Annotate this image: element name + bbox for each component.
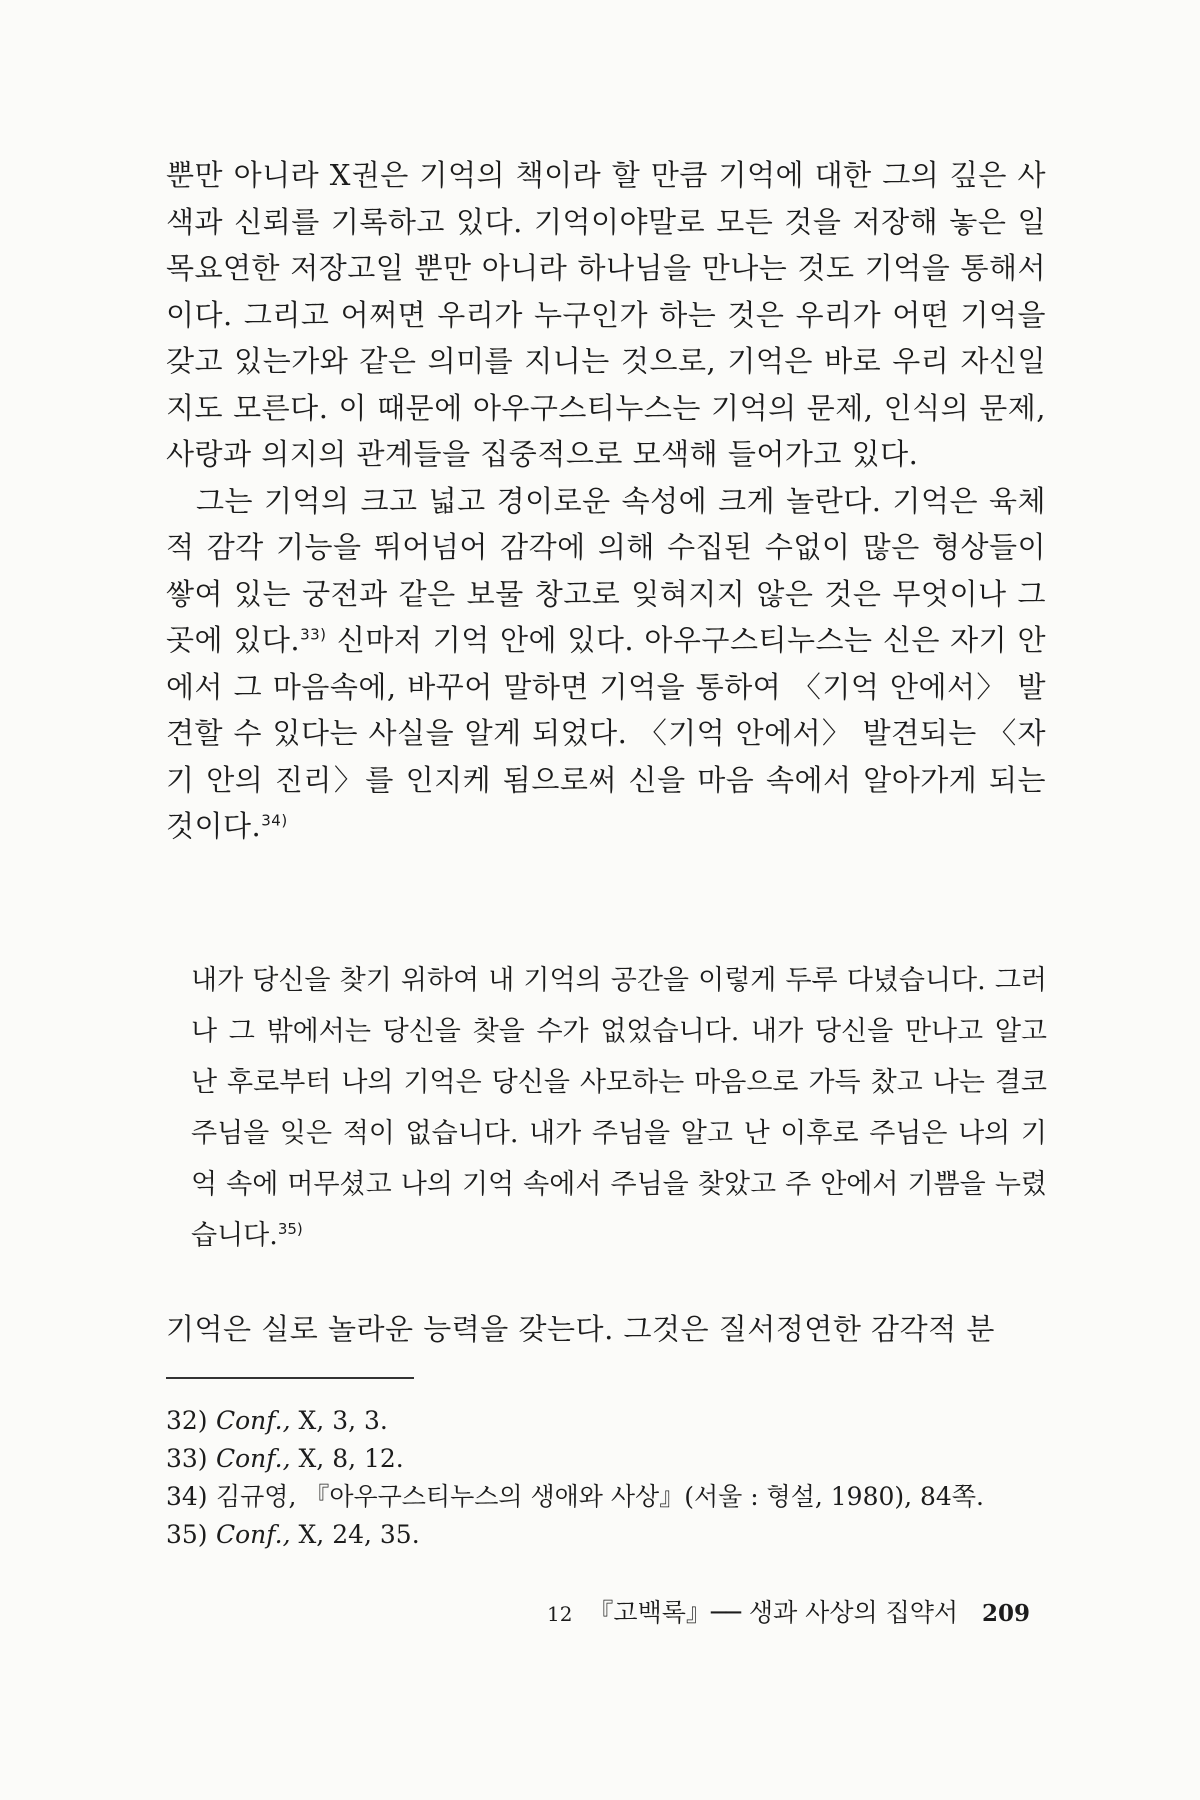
- footnote-ref-text: Ⅹ, 3, 3.: [298, 1406, 388, 1435]
- chapter-number: 12: [547, 1602, 573, 1626]
- footnote-number: 35): [166, 1520, 208, 1549]
- paragraph-text: 뿐만 아니라 Ⅹ권은 기억의 책이라 할 만큼 기억에 대한 그의 깊은 사색과 신뢰를 기록하고 있다. 기억이야말로 모든 것을 저장해 놓은 일목요연한 저장고일 뿐만 아니라 하나님을 만나는 것도 기억을 통해서이다. 그리고 어쩌면 우리가 누구인가 하는 것은 우리가 어떤 기억을 갖고 있는가와 같은 의미를 지니는 것으로, 기억은 바로 우리 자신일지도 모른다. 이 때문에 아우구스티누스는 기억의 문제, 인식의 문제, 사랑과 의지의 관계들을 집중적으로 모색해 들어가고 있다.: [166, 158, 1046, 471]
- chapter-title: 『고백록』── 생과 사상의 집약서: [588, 1598, 959, 1627]
- footnote-work: Conf.,: [216, 1520, 291, 1549]
- paragraph-text: 그는 기억의 크고 넓고 경이로운 속성에 크게 놀란다. 기억은 육체적 감각 기능을 뛰어넘어 감각에 의해 수집된 수없이 많은 형상들이 쌓여 있는 궁전과 같은 보물 창고로 잊혀지지 않은 것은 무엇이나 그곳에 있다.: [166, 483, 1046, 657]
- running-footer: [547, 1598, 1030, 1629]
- footnote-ref-text: 김규영, 『아우구스티누스의 생애와 사상』(서울 : 형설, 1980), 84쪽.: [216, 1482, 984, 1511]
- paragraph-text: 기억은 실로 놀라운 능력을 갖는다. 그것은 질서정연한 감각적 분: [166, 1312, 995, 1346]
- footnote-ref: 33): [300, 625, 327, 644]
- footnote: [166, 1440, 1046, 1478]
- page-number: 209: [981, 1600, 1030, 1627]
- footnote-ref: 34): [261, 811, 288, 830]
- footnote-work: Conf.,: [216, 1444, 291, 1473]
- footnote-work: Conf.,: [216, 1406, 291, 1435]
- footnote: [166, 1478, 1046, 1516]
- paragraph-text: 신마저 기억 안에 있다. 아우구스티누스는 신은 자기 안에서 그 마음속에, 바꾸어 말하면 기억을 통하여 〈기억 안에서〉 발견할 수 있다는 사실을 알게 되었다. 〈기억 안에서〉 발견되는 〈자기 안의 진리〉를 인지케 됨으로써 신을 마음 속에서 알아가게 되는 것이다.: [166, 623, 1046, 843]
- paragraph: [166, 152, 1046, 478]
- paragraph: [166, 478, 1046, 850]
- paragraph: [166, 1306, 1046, 1352]
- quote-text: 내가 당신을 찾기 위하여 내 기억의 공간을 이렇게 두루 다녔습니다. 그러나 그 밖에서는 당신을 찾을 수가 없었습니다. 내가 당신을 만나고 알고 난 후로부터 나의 기억은 당신을 사모하는 마음으로 가득 찼고 나는 결코 주님을 잊은 적이 없습니다. 내가 주님을 알고 난 이후로 주님은 나의 기억 속에 머무셨고 나의 기억 속에서 주님을 찾았고 주 안에서 기쁨을 누렸습니다.: [191, 965, 1047, 1251]
- footnote-number: 32): [166, 1406, 208, 1435]
- footnotes: [166, 1402, 1046, 1554]
- footnote-ref-text: Ⅹ, 8, 12.: [298, 1444, 404, 1473]
- block-quote: [191, 955, 1047, 1261]
- footnote: [166, 1516, 1046, 1554]
- footnote: [166, 1402, 1046, 1440]
- main-text: [166, 152, 1046, 850]
- footnote-ref: 35): [277, 1220, 303, 1238]
- footnote-number: 33): [166, 1444, 208, 1473]
- footnote-divider: [166, 1377, 414, 1379]
- footnote-number: 34): [166, 1482, 208, 1511]
- footnote-ref-text: Ⅹ, 24, 35.: [298, 1520, 420, 1549]
